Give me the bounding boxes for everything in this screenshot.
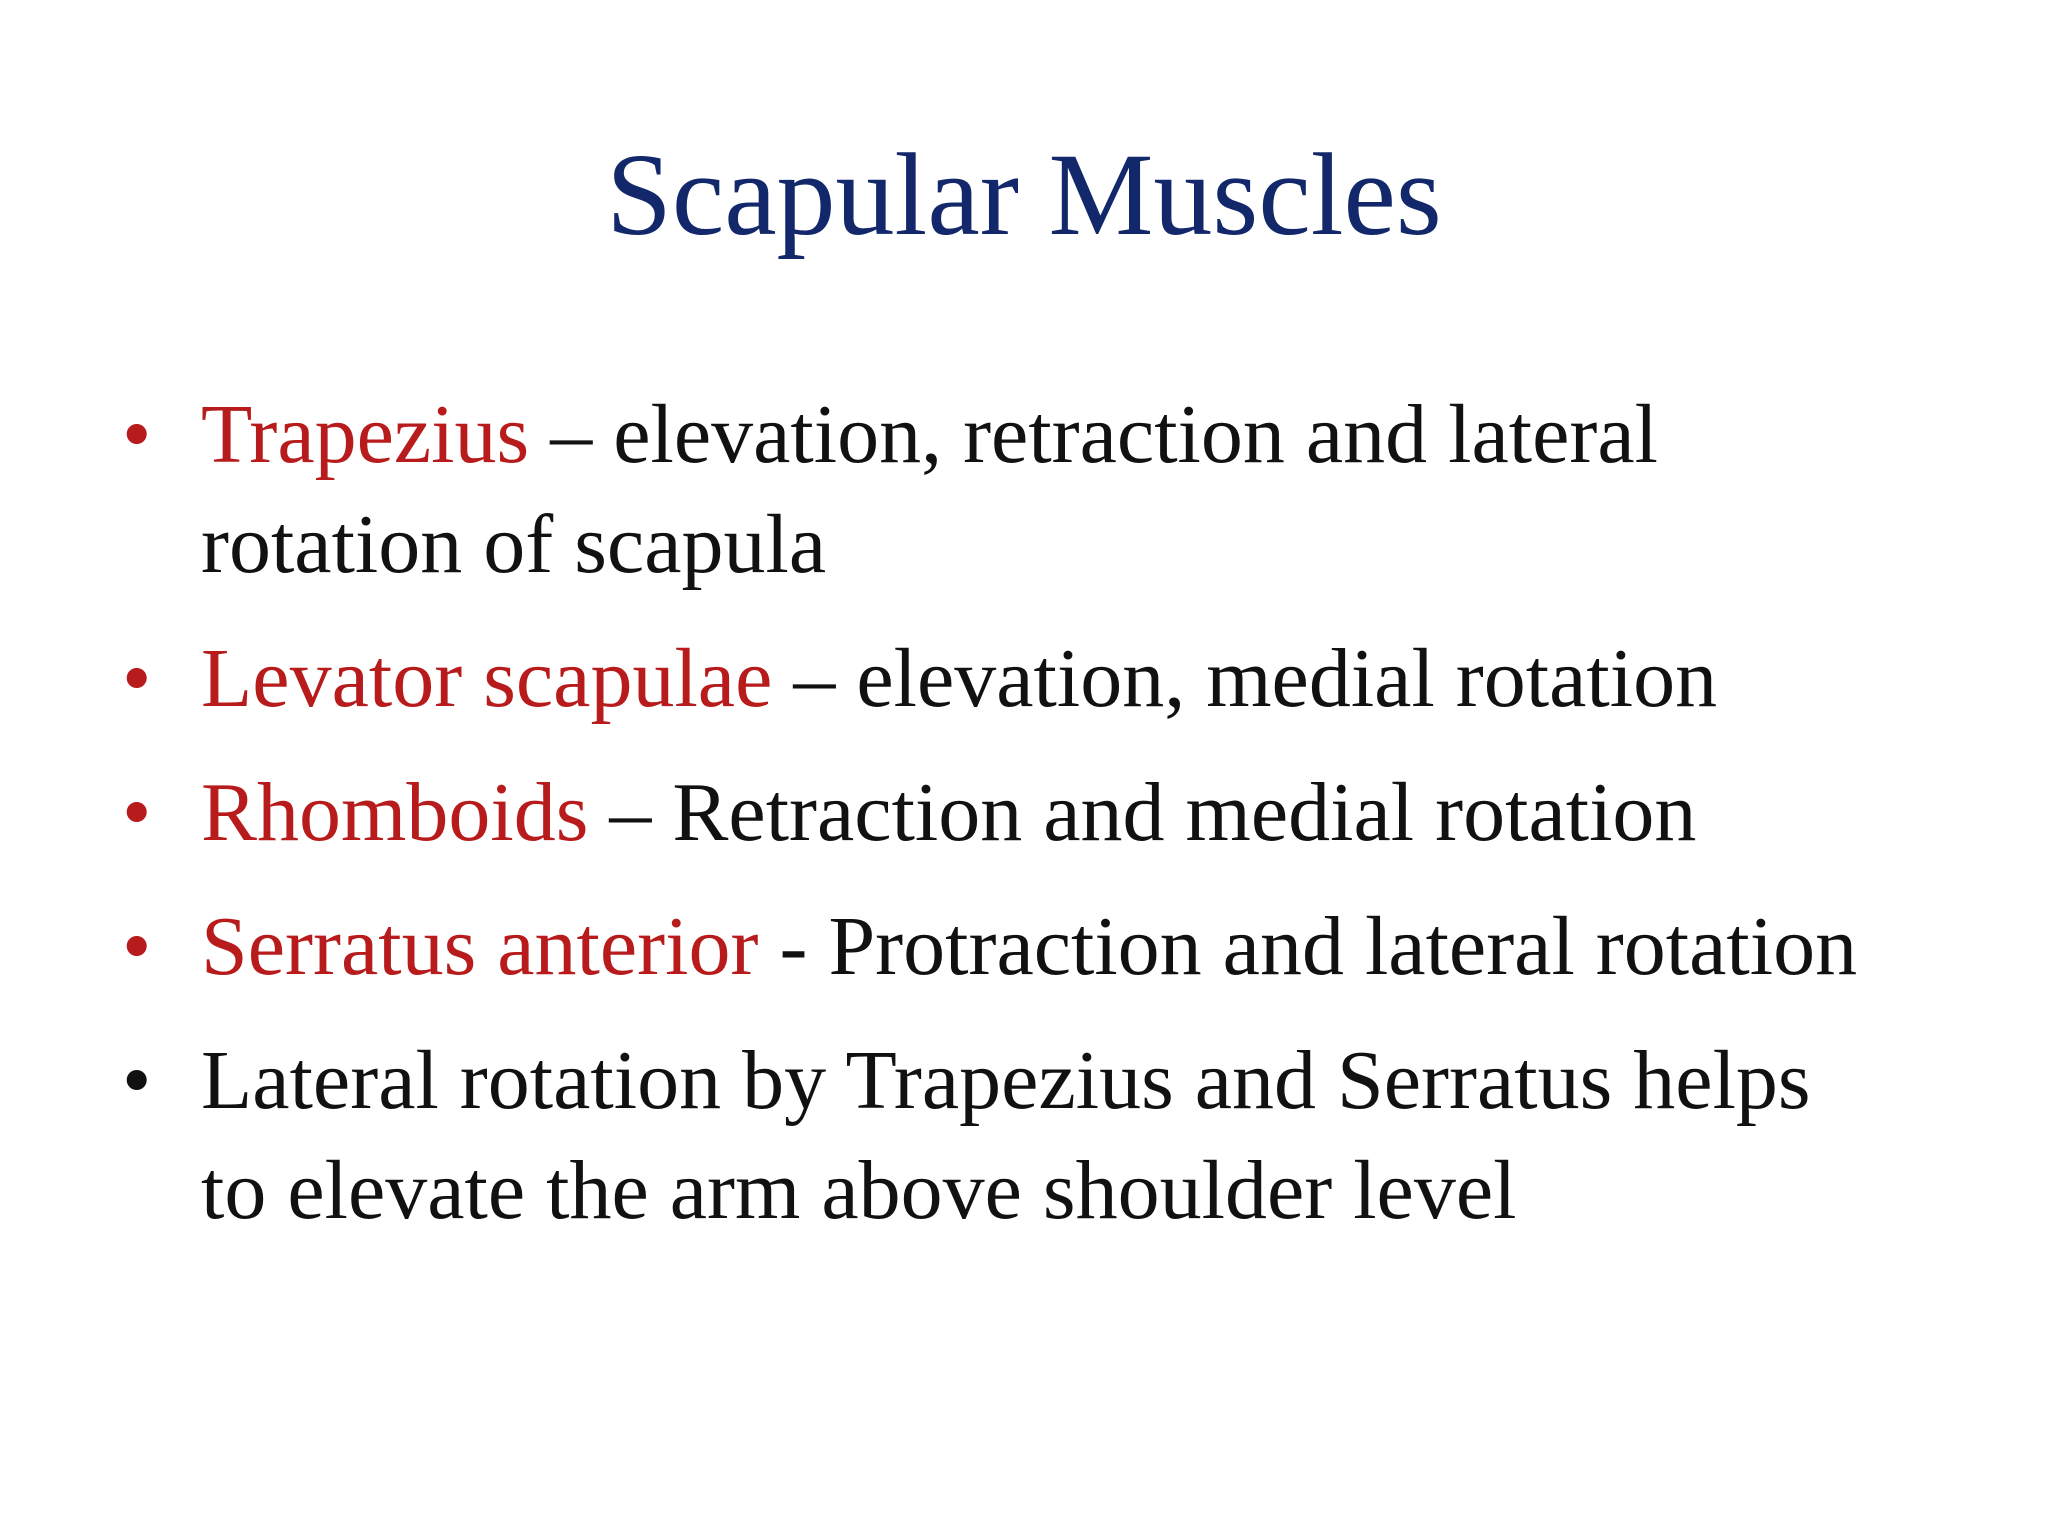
muscle-name-serratus-anterior: Serratus anterior [201, 900, 759, 993]
bullet-item-lateral-rotation-note [0, 1026, 1861, 1246]
muscle-action-serratus-anterior: Protraction and lateral rotation [828, 900, 1858, 993]
bullet-icon: • [122, 766, 152, 859]
bullet-item-trapezius [0, 380, 1861, 600]
muscle-name-trapezius: Trapezius [201, 388, 530, 481]
slide-title: Scapular Muscles [606, 129, 1442, 260]
muscle-action-trapezius: elevation, retraction and lateral rotation of scapula [201, 388, 1659, 591]
muscle-action-rhomboids: Retraction and medial rotation [672, 766, 1697, 859]
separator: - [758, 900, 829, 993]
muscle-name-levator-scapulae: Levator scapulae [201, 632, 773, 725]
muscle-name-rhomboids: Rhomboids [201, 766, 589, 859]
bullet-item-rhomboids [0, 758, 1861, 868]
bullet-item-serratus-anterior [0, 892, 1861, 1002]
muscle-action-levator-scapulae: elevation, medial rotation [856, 632, 1718, 725]
separator: – [529, 388, 614, 481]
separator: – [772, 632, 857, 725]
separator: – [588, 766, 673, 859]
bullet-item-levator-scapulae [0, 624, 1861, 734]
bullet-list [0, 380, 2048, 1270]
bullet-icon: • [122, 900, 152, 993]
lateral-rotation-note: Lateral rotation by Trapezius and Serratus helps to elevate the arm above shoulder level [201, 1034, 1811, 1237]
bullet-icon: • [122, 632, 152, 725]
bullet-icon: • [122, 1034, 152, 1127]
bullet-icon: • [122, 388, 152, 481]
